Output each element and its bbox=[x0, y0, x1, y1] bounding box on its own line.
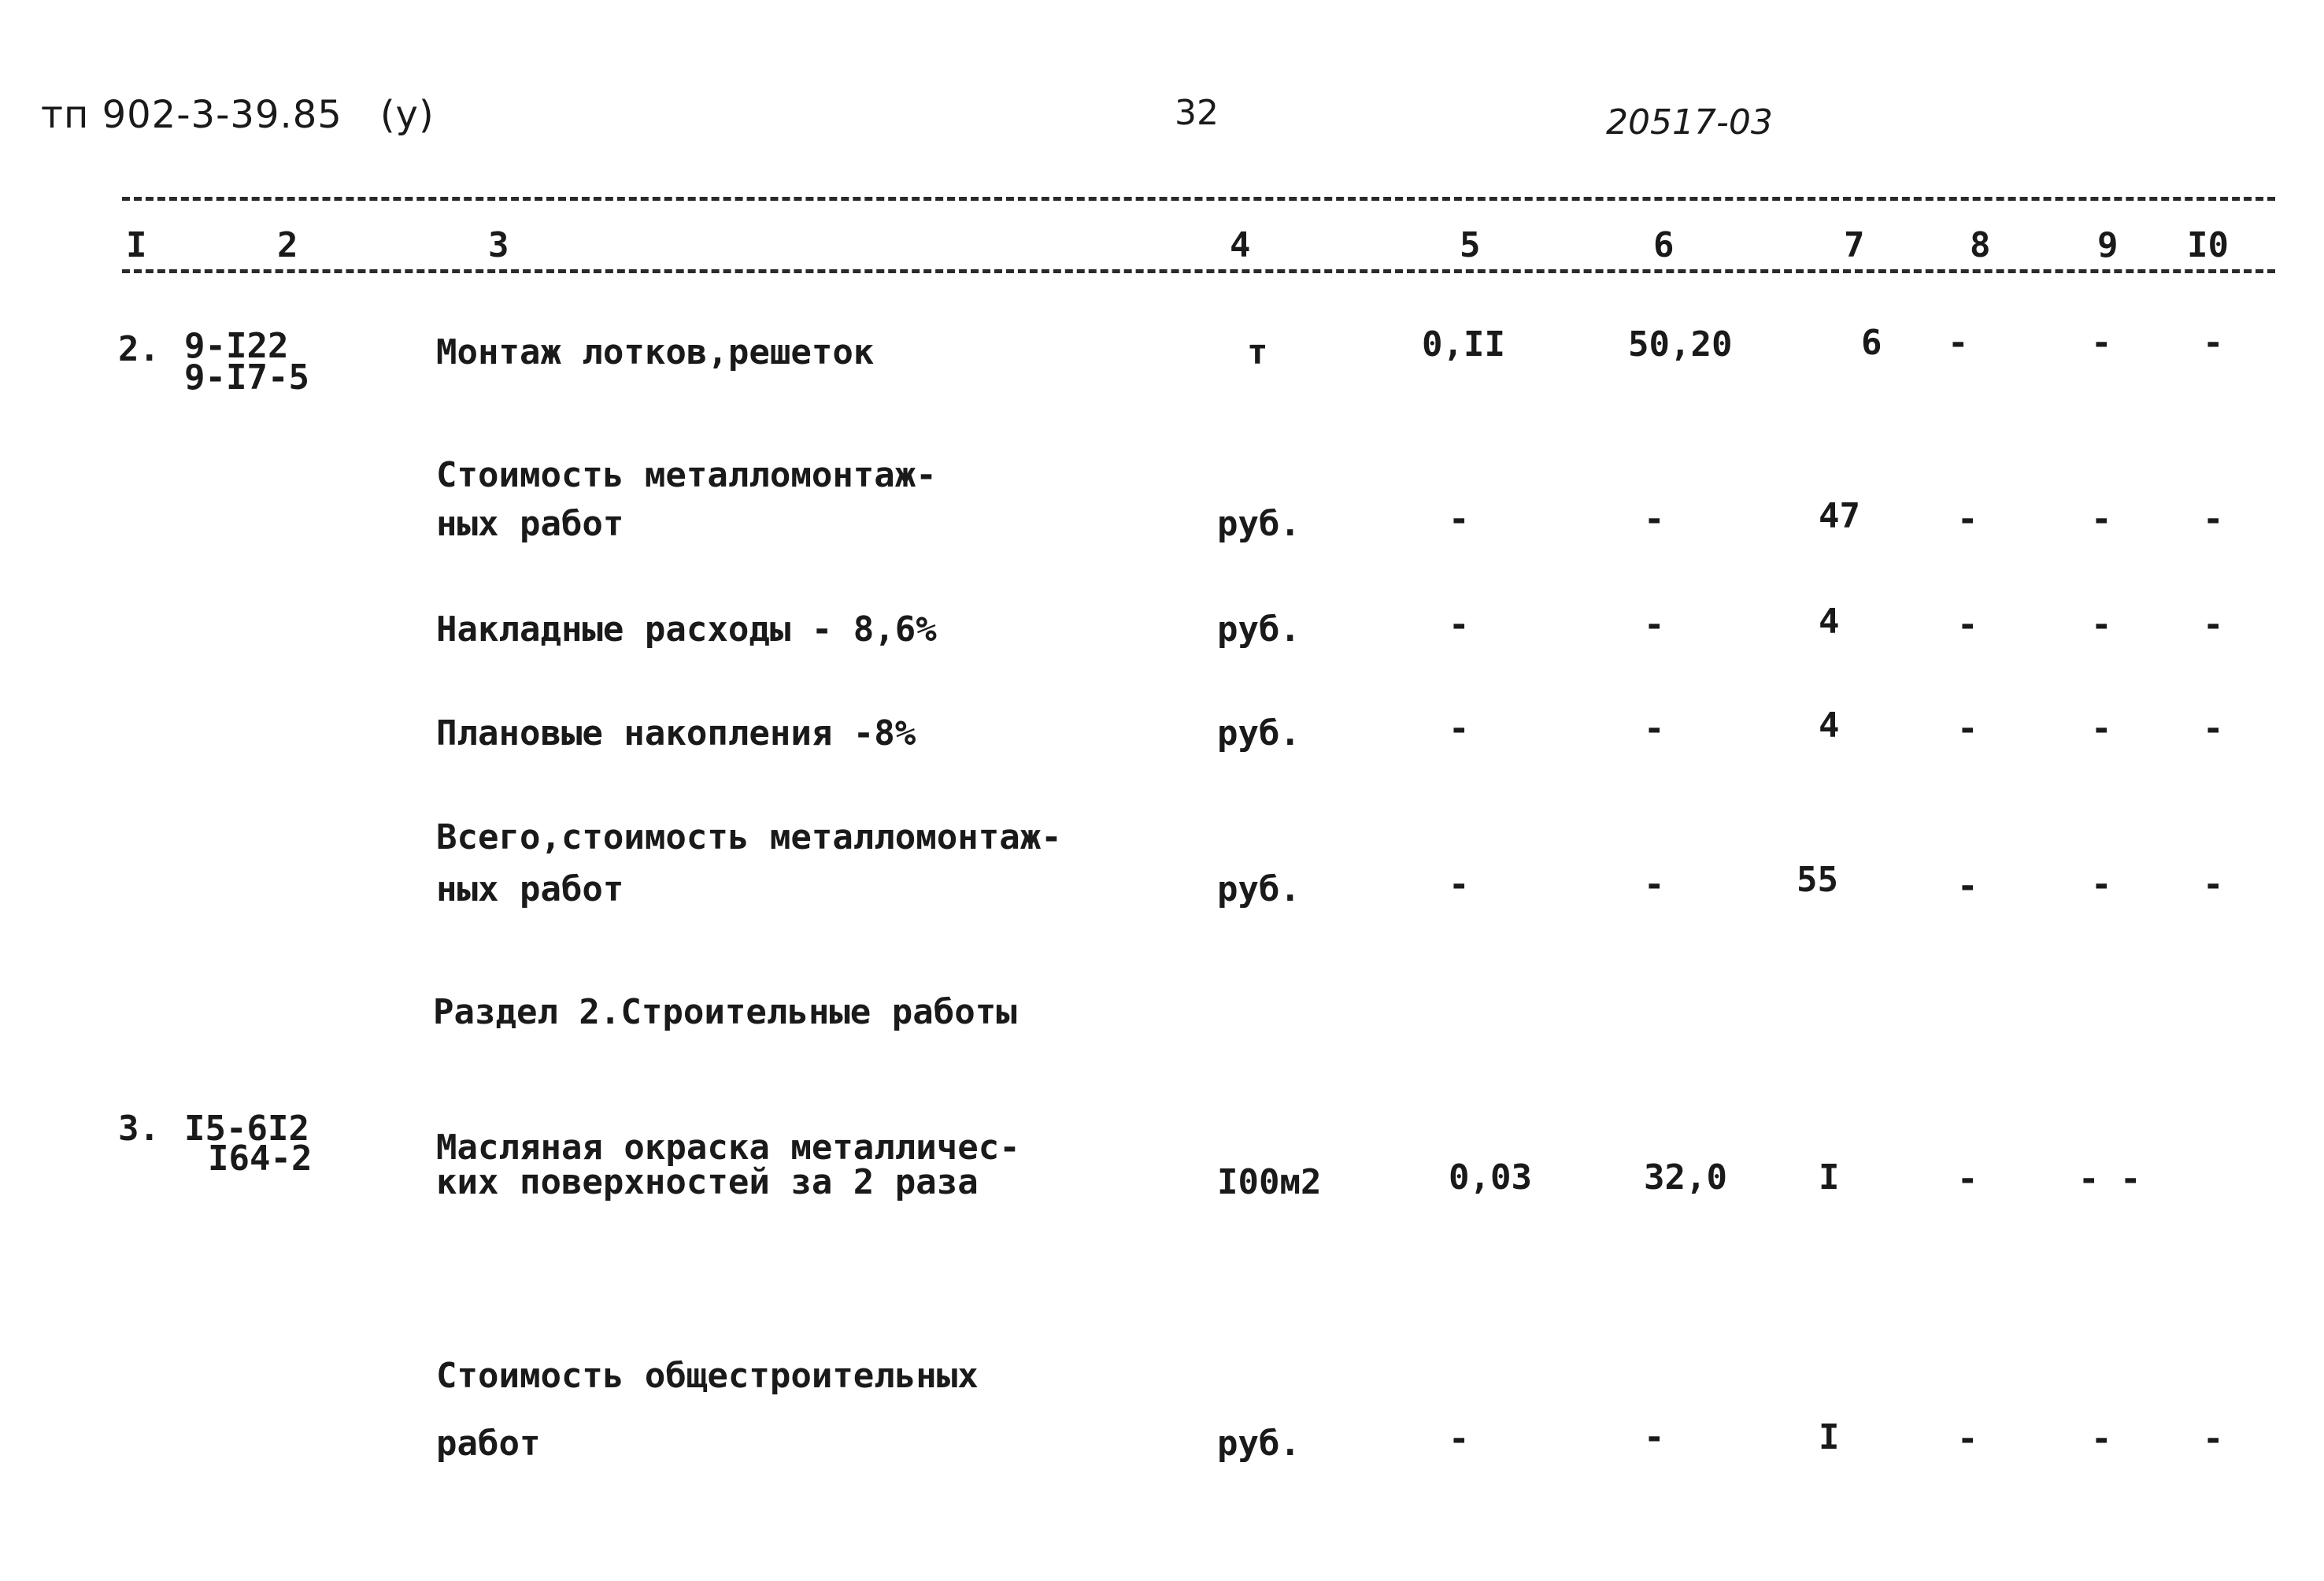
row-code-2: I64-2 bbox=[208, 1139, 313, 1179]
column-number-9: 9 bbox=[2097, 225, 2119, 265]
page-number: 32 bbox=[1175, 93, 1219, 133]
row-col5: - bbox=[1449, 1419, 1470, 1459]
row-col8: - bbox=[1948, 323, 1969, 363]
row-col9: - bbox=[2091, 865, 2112, 905]
row-col7: I bbox=[1819, 1157, 1840, 1198]
row-name-line-2: ных работ bbox=[436, 869, 624, 909]
row-unit: руб. bbox=[1217, 609, 1301, 650]
row-unit: руб. bbox=[1217, 1424, 1301, 1464]
row-name-line-1: Стоимость металломонтаж- bbox=[436, 455, 937, 495]
column-number-1: I bbox=[126, 225, 147, 265]
document-id-text: тп 902-3-39.85 bbox=[41, 93, 342, 137]
row-col9: - bbox=[2091, 323, 2112, 363]
document-code: 20517-03 bbox=[1606, 102, 1773, 143]
row-col6: 32,0 bbox=[1644, 1157, 1727, 1198]
row-name-line-1: Масляная окраска металличес- bbox=[436, 1127, 1020, 1168]
dashed-rule-header bbox=[122, 269, 2275, 273]
column-number-10: I0 bbox=[2187, 225, 2229, 265]
row-col8: - bbox=[1957, 1419, 1978, 1459]
row-number: 2. bbox=[118, 329, 160, 369]
column-number-7: 7 bbox=[1844, 225, 1865, 265]
column-number-5: 5 bbox=[1460, 225, 1481, 265]
row-name-line-1: Стоимость общестроительных bbox=[436, 1356, 979, 1396]
row-number: 3. bbox=[118, 1109, 160, 1149]
row-name-line-1: Всего,стоимость металломонтаж- bbox=[436, 817, 1062, 857]
row-col10: - bbox=[2203, 865, 2224, 905]
column-number-4: 4 bbox=[1230, 225, 1251, 265]
row-col7: 4 bbox=[1819, 705, 1840, 746]
document-id-suffix: (у) bbox=[379, 93, 435, 137]
row-col7: 4 bbox=[1819, 602, 1840, 642]
row-col7: 6 bbox=[1861, 323, 1882, 363]
row-code-1: 9-I22 bbox=[184, 326, 289, 366]
row-col10: - bbox=[2203, 323, 2224, 363]
column-number-8: 8 bbox=[1970, 225, 1991, 265]
row-col6: - bbox=[1644, 605, 1665, 645]
column-number-2: 2 bbox=[277, 225, 298, 265]
row-col5: 0,03 bbox=[1449, 1157, 1532, 1198]
row-col5: - bbox=[1449, 499, 1470, 539]
row-unit: руб. bbox=[1217, 869, 1301, 909]
row-code-2: 9-I7-5 bbox=[184, 357, 309, 398]
column-number-3: 3 bbox=[488, 225, 509, 265]
section-heading: Раздел 2.Строительные работы bbox=[433, 992, 1017, 1032]
document-id bbox=[41, 93, 435, 137]
row-name: Плановые накопления -8% bbox=[436, 713, 916, 753]
row-name-line-2: работ bbox=[436, 1424, 541, 1464]
row-name: Накладные расходы - 8,6% bbox=[436, 609, 937, 650]
row-col9: - - bbox=[2078, 1159, 2141, 1199]
row-col10: - bbox=[2203, 499, 2224, 539]
row-col6: - bbox=[1644, 709, 1665, 749]
row-col9: - bbox=[2091, 605, 2112, 645]
row-col6: - bbox=[1644, 1417, 1665, 1457]
row-unit: руб. bbox=[1217, 504, 1301, 544]
row-name: Монтаж лотков,решеток bbox=[436, 332, 875, 372]
row-unit: т bbox=[1247, 332, 1268, 372]
row-col6: - bbox=[1644, 499, 1665, 539]
row-col10: - bbox=[2203, 1419, 2224, 1459]
row-col8: - bbox=[1957, 1159, 1978, 1199]
row-col5: 0,II bbox=[1422, 324, 1505, 365]
row-col9: - bbox=[2091, 499, 2112, 539]
row-col8: - bbox=[1957, 605, 1978, 645]
row-col7: 55 bbox=[1797, 860, 1838, 900]
row-unit: руб. bbox=[1217, 713, 1301, 753]
row-col5: - bbox=[1449, 605, 1470, 645]
row-col7: 47 bbox=[1819, 496, 1860, 536]
row-col8: - bbox=[1957, 709, 1978, 749]
row-col9: - bbox=[2091, 1419, 2112, 1459]
row-col7: I bbox=[1819, 1417, 1840, 1457]
row-col5: - bbox=[1449, 709, 1470, 749]
row-col5: - bbox=[1449, 865, 1470, 905]
row-col8: - bbox=[1957, 499, 1978, 539]
row-name-line-2: ных работ bbox=[436, 504, 624, 544]
row-col8: - bbox=[1957, 866, 1978, 906]
row-col6: - bbox=[1644, 865, 1665, 905]
row-col9: - bbox=[2091, 709, 2112, 749]
row-unit: I00м2 bbox=[1217, 1162, 1322, 1202]
row-col10: - bbox=[2203, 605, 2224, 645]
row-name-line-2: ких поверхностей за 2 раза bbox=[436, 1162, 979, 1202]
dashed-rule-top bbox=[122, 197, 2275, 201]
row-col10: - bbox=[2203, 709, 2224, 749]
row-col6: 50,20 bbox=[1628, 324, 1733, 365]
row-code-1: I5-6I2 bbox=[184, 1109, 309, 1149]
column-number-6: 6 bbox=[1653, 225, 1675, 265]
